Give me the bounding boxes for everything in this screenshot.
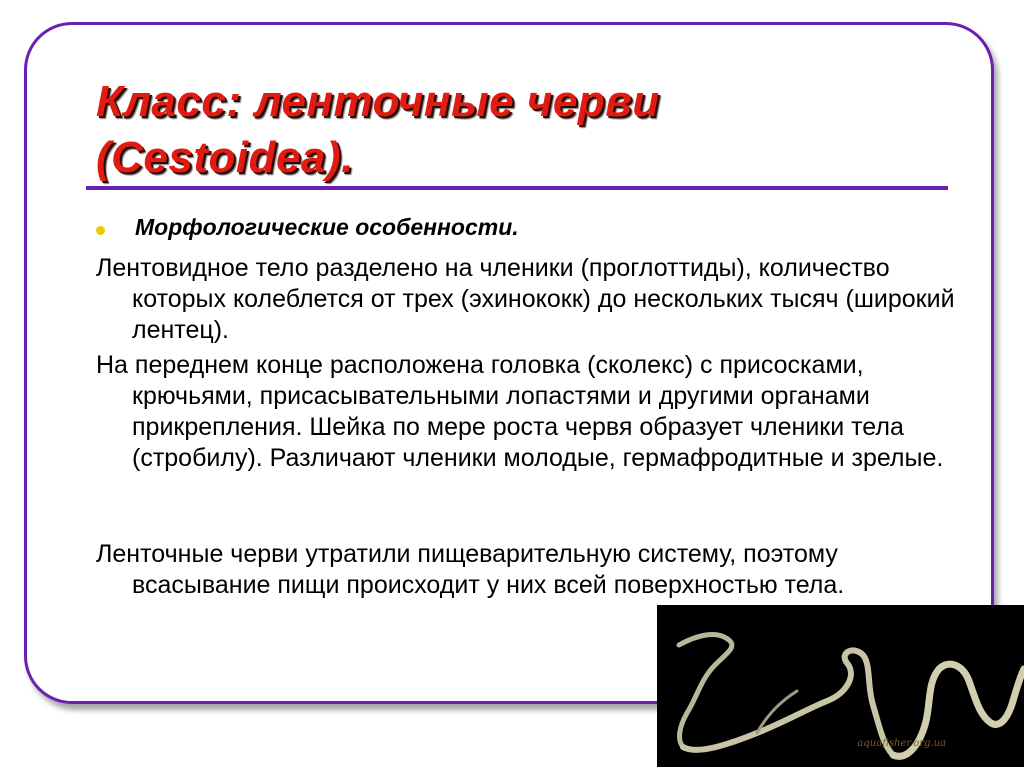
tapeworm-illustration (657, 605, 1024, 767)
paragraph-body-shape: Лентовидное тело разделено на членики (проглоттиды), количество которых колеблется от трех (эхинококк) до нескольких тысяч (широкий лентец). (96, 254, 955, 344)
paragraph-scolex: На переднем конце расположена головка (сколекс) с присосками, крючьями, присасывательными лопастями и другими органами прикрепления. Шейка по мере роста червя образует членики тела (стробилу). Различают членики молодые, гермафродитные и зрелые. (96, 351, 944, 472)
bullet-item (96, 214, 519, 241)
tapeworm-photo (657, 605, 1024, 767)
photo-watermark: aquafisher.org.ua (857, 738, 946, 749)
title-divider (86, 186, 948, 190)
slide-title: Класс: ленточные черви (Cestoidea). (96, 77, 660, 182)
paragraph-digestion: Ленточные черви утратили пищеварительную систему, поэтому всасывание пищи происходит у них всей поверхностью тела. (96, 540, 845, 599)
bullet-heading: Морфологические особенности. (135, 214, 519, 240)
bullet-dot-icon (96, 226, 105, 235)
